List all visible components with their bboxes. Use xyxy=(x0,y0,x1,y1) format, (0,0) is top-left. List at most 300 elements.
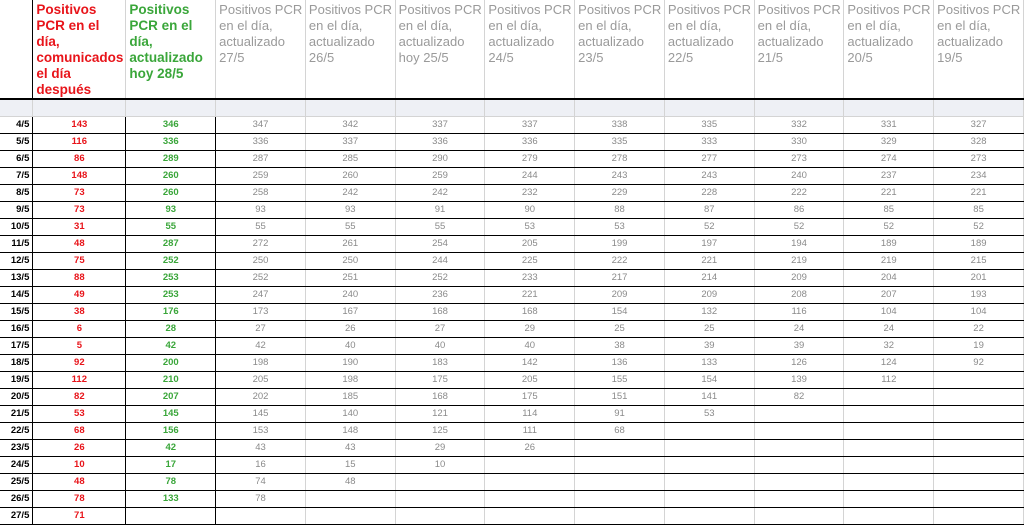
snapshot-value-cell[interactable] xyxy=(844,456,934,473)
snapshot-value-cell[interactable]: 68 xyxy=(575,422,665,439)
snapshot-value-cell[interactable]: 27 xyxy=(216,320,306,337)
snapshot-value-cell[interactable]: 183 xyxy=(395,354,485,371)
snapshot-value-cell[interactable]: 114 xyxy=(485,405,575,422)
date-cell[interactable]: 24/5 xyxy=(0,456,33,473)
communicated-value-cell[interactable]: 53 xyxy=(33,405,126,422)
snapshot-value-cell[interactable]: 205 xyxy=(485,235,575,252)
communicated-value-cell[interactable]: 86 xyxy=(33,150,126,167)
snapshot-value-cell[interactable]: 42 xyxy=(216,337,306,354)
snapshot-value-cell[interactable] xyxy=(575,473,665,490)
date-cell[interactable]: 7/5 xyxy=(0,167,33,184)
snapshot-value-cell[interactable]: 252 xyxy=(216,269,306,286)
snapshot-value-cell[interactable]: 338 xyxy=(575,116,665,133)
snapshot-value-cell[interactable] xyxy=(664,422,754,439)
date-cell[interactable]: 4/5 xyxy=(0,116,33,133)
snapshot-value-cell[interactable]: 52 xyxy=(664,218,754,235)
updated-today-value-cell[interactable]: 200 xyxy=(126,354,216,371)
snapshot-value-cell[interactable]: 259 xyxy=(216,167,306,184)
snapshot-value-cell[interactable]: 111 xyxy=(485,422,575,439)
snapshot-value-cell[interactable]: 53 xyxy=(664,405,754,422)
snapshot-value-cell[interactable]: 207 xyxy=(844,286,934,303)
snapshot-value-cell[interactable]: 142 xyxy=(485,354,575,371)
snapshot-value-cell[interactable]: 214 xyxy=(664,269,754,286)
snapshot-value-cell[interactable] xyxy=(305,507,395,524)
snapshot-value-cell[interactable]: 273 xyxy=(934,150,1024,167)
date-cell[interactable]: 20/5 xyxy=(0,388,33,405)
snapshot-value-cell[interactable]: 185 xyxy=(305,388,395,405)
updated-today-value-cell[interactable]: 133 xyxy=(126,490,216,507)
updated-today-value-cell[interactable]: 176 xyxy=(126,303,216,320)
snapshot-value-cell[interactable]: 168 xyxy=(395,388,485,405)
date-cell[interactable]: 14/5 xyxy=(0,286,33,303)
snapshot-value-cell[interactable]: 252 xyxy=(395,269,485,286)
snapshot-value-cell[interactable]: 259 xyxy=(395,167,485,184)
snapshot-value-cell[interactable]: 221 xyxy=(934,184,1024,201)
snapshot-value-cell[interactable]: 260 xyxy=(305,167,395,184)
date-cell[interactable]: 6/5 xyxy=(0,150,33,167)
snapshot-value-cell[interactable] xyxy=(305,490,395,507)
snapshot-value-cell[interactable]: 327 xyxy=(934,116,1024,133)
snapshot-value-cell[interactable]: 15 xyxy=(305,456,395,473)
date-cell[interactable]: 15/5 xyxy=(0,303,33,320)
snapshot-value-cell[interactable]: 219 xyxy=(844,252,934,269)
snapshot-value-cell[interactable]: 48 xyxy=(305,473,395,490)
snapshot-value-cell[interactable]: 274 xyxy=(844,150,934,167)
snapshot-value-cell[interactable]: 91 xyxy=(575,405,665,422)
snapshot-value-cell[interactable]: 277 xyxy=(664,150,754,167)
date-cell[interactable]: 5/5 xyxy=(0,133,33,150)
snapshot-value-cell[interactable]: 279 xyxy=(485,150,575,167)
snapshot-value-cell[interactable]: 240 xyxy=(754,167,844,184)
snapshot-value-cell[interactable] xyxy=(844,405,934,422)
snapshot-value-cell[interactable]: 82 xyxy=(754,388,844,405)
snapshot-value-cell[interactable]: 40 xyxy=(305,337,395,354)
snapshot-value-cell[interactable]: 335 xyxy=(575,133,665,150)
snapshot-value-cell[interactable]: 141 xyxy=(664,388,754,405)
snapshot-value-cell[interactable]: 168 xyxy=(485,303,575,320)
snapshot-value-cell[interactable] xyxy=(664,490,754,507)
snapshot-value-cell[interactable]: 287 xyxy=(216,150,306,167)
date-cell[interactable]: 17/5 xyxy=(0,337,33,354)
snapshot-value-cell[interactable]: 194 xyxy=(754,235,844,252)
snapshot-value-cell[interactable]: 29 xyxy=(395,439,485,456)
communicated-value-cell[interactable]: 75 xyxy=(33,252,126,269)
communicated-value-cell[interactable]: 78 xyxy=(33,490,126,507)
updated-today-value-cell[interactable]: 78 xyxy=(126,473,216,490)
snapshot-value-cell[interactable]: 126 xyxy=(754,354,844,371)
snapshot-value-cell[interactable]: 74 xyxy=(216,473,306,490)
snapshot-value-cell[interactable] xyxy=(216,507,306,524)
snapshot-value-cell[interactable]: 136 xyxy=(575,354,665,371)
snapshot-value-cell[interactable]: 254 xyxy=(395,235,485,252)
communicated-value-cell[interactable]: 143 xyxy=(33,116,126,133)
updated-today-value-cell[interactable] xyxy=(126,507,216,524)
communicated-value-cell[interactable]: 82 xyxy=(33,388,126,405)
header-updated-27-5[interactable]: Positivos PCR en el día, actualizado 27/5 xyxy=(216,0,306,99)
snapshot-value-cell[interactable]: 237 xyxy=(844,167,934,184)
updated-today-value-cell[interactable]: 17 xyxy=(126,456,216,473)
snapshot-value-cell[interactable] xyxy=(575,456,665,473)
snapshot-value-cell[interactable] xyxy=(485,473,575,490)
date-cell[interactable]: 8/5 xyxy=(0,184,33,201)
updated-today-value-cell[interactable]: 336 xyxy=(126,133,216,150)
snapshot-value-cell[interactable]: 258 xyxy=(216,184,306,201)
updated-today-value-cell[interactable]: 253 xyxy=(126,269,216,286)
snapshot-value-cell[interactable]: 273 xyxy=(754,150,844,167)
snapshot-value-cell[interactable]: 112 xyxy=(844,371,934,388)
snapshot-value-cell[interactable]: 154 xyxy=(664,371,754,388)
snapshot-value-cell[interactable]: 209 xyxy=(575,286,665,303)
updated-today-value-cell[interactable]: 260 xyxy=(126,167,216,184)
snapshot-value-cell[interactable]: 151 xyxy=(575,388,665,405)
snapshot-value-cell[interactable]: 337 xyxy=(485,116,575,133)
snapshot-value-cell[interactable] xyxy=(664,439,754,456)
updated-today-value-cell[interactable]: 55 xyxy=(126,218,216,235)
snapshot-value-cell[interactable]: 242 xyxy=(395,184,485,201)
snapshot-value-cell[interactable]: 272 xyxy=(216,235,306,252)
snapshot-value-cell[interactable]: 175 xyxy=(485,388,575,405)
snapshot-value-cell[interactable]: 168 xyxy=(395,303,485,320)
communicated-value-cell[interactable]: 88 xyxy=(33,269,126,286)
snapshot-value-cell[interactable]: 29 xyxy=(485,320,575,337)
snapshot-value-cell[interactable]: 39 xyxy=(754,337,844,354)
snapshot-value-cell[interactable]: 32 xyxy=(844,337,934,354)
snapshot-value-cell[interactable] xyxy=(754,405,844,422)
date-cell[interactable]: 12/5 xyxy=(0,252,33,269)
snapshot-value-cell[interactable]: 40 xyxy=(485,337,575,354)
header-updated-24-5[interactable]: Positivos PCR en el día, actualizado 24/5 xyxy=(485,0,575,99)
snapshot-value-cell[interactable] xyxy=(754,490,844,507)
snapshot-value-cell[interactable]: 342 xyxy=(305,116,395,133)
communicated-value-cell[interactable]: 71 xyxy=(33,507,126,524)
updated-today-value-cell[interactable]: 145 xyxy=(126,405,216,422)
snapshot-value-cell[interactable]: 193 xyxy=(934,286,1024,303)
date-cell[interactable]: 16/5 xyxy=(0,320,33,337)
snapshot-value-cell[interactable]: 16 xyxy=(216,456,306,473)
snapshot-value-cell[interactable]: 27 xyxy=(395,320,485,337)
snapshot-value-cell[interactable] xyxy=(664,507,754,524)
communicated-value-cell[interactable]: 38 xyxy=(33,303,126,320)
snapshot-value-cell[interactable]: 278 xyxy=(575,150,665,167)
header-updated-22-5[interactable]: Positivos PCR en el día, actualizado 22/5 xyxy=(664,0,754,99)
snapshot-value-cell[interactable] xyxy=(575,490,665,507)
snapshot-value-cell[interactable] xyxy=(844,473,934,490)
snapshot-value-cell[interactable] xyxy=(485,490,575,507)
snapshot-value-cell[interactable] xyxy=(844,439,934,456)
communicated-value-cell[interactable]: 112 xyxy=(33,371,126,388)
snapshot-value-cell[interactable]: 132 xyxy=(664,303,754,320)
snapshot-value-cell[interactable]: 175 xyxy=(395,371,485,388)
snapshot-value-cell[interactable]: 39 xyxy=(664,337,754,354)
snapshot-value-cell[interactable]: 336 xyxy=(485,133,575,150)
snapshot-value-cell[interactable]: 228 xyxy=(664,184,754,201)
updated-today-value-cell[interactable]: 42 xyxy=(126,439,216,456)
snapshot-value-cell[interactable]: 85 xyxy=(844,201,934,218)
snapshot-value-cell[interactable]: 43 xyxy=(216,439,306,456)
snapshot-value-cell[interactable]: 247 xyxy=(216,286,306,303)
snapshot-value-cell[interactable]: 25 xyxy=(575,320,665,337)
snapshot-value-cell[interactable]: 43 xyxy=(305,439,395,456)
snapshot-value-cell[interactable]: 85 xyxy=(934,201,1024,218)
snapshot-value-cell[interactable]: 222 xyxy=(575,252,665,269)
snapshot-value-cell[interactable]: 197 xyxy=(664,235,754,252)
snapshot-value-cell[interactable]: 243 xyxy=(664,167,754,184)
snapshot-value-cell[interactable]: 242 xyxy=(305,184,395,201)
date-cell[interactable]: 13/5 xyxy=(0,269,33,286)
date-cell[interactable]: 23/5 xyxy=(0,439,33,456)
updated-today-value-cell[interactable]: 287 xyxy=(126,235,216,252)
snapshot-value-cell[interactable]: 234 xyxy=(934,167,1024,184)
snapshot-value-cell[interactable]: 52 xyxy=(934,218,1024,235)
snapshot-value-cell[interactable]: 189 xyxy=(934,235,1024,252)
header-updated-19-5[interactable]: Positivos PCR en el día, actualizado 19/5 xyxy=(934,0,1024,99)
snapshot-value-cell[interactable]: 331 xyxy=(844,116,934,133)
snapshot-value-cell[interactable]: 290 xyxy=(395,150,485,167)
snapshot-value-cell[interactable]: 24 xyxy=(844,320,934,337)
snapshot-value-cell[interactable]: 205 xyxy=(485,371,575,388)
snapshot-value-cell[interactable] xyxy=(754,422,844,439)
snapshot-value-cell[interactable]: 330 xyxy=(754,133,844,150)
updated-today-value-cell[interactable]: 253 xyxy=(126,286,216,303)
snapshot-value-cell[interactable]: 328 xyxy=(934,133,1024,150)
date-cell[interactable]: 11/5 xyxy=(0,235,33,252)
snapshot-value-cell[interactable]: 53 xyxy=(575,218,665,235)
snapshot-value-cell[interactable]: 240 xyxy=(305,286,395,303)
snapshot-value-cell[interactable]: 190 xyxy=(305,354,395,371)
snapshot-value-cell[interactable]: 333 xyxy=(664,133,754,150)
snapshot-value-cell[interactable]: 336 xyxy=(216,133,306,150)
snapshot-value-cell[interactable]: 10 xyxy=(395,456,485,473)
snapshot-value-cell[interactable]: 86 xyxy=(754,201,844,218)
snapshot-value-cell[interactable] xyxy=(395,473,485,490)
date-cell[interactable]: 10/5 xyxy=(0,218,33,235)
date-cell[interactable]: 9/5 xyxy=(0,201,33,218)
communicated-value-cell[interactable]: 10 xyxy=(33,456,126,473)
snapshot-value-cell[interactable] xyxy=(664,473,754,490)
snapshot-value-cell[interactable]: 261 xyxy=(305,235,395,252)
snapshot-value-cell[interactable]: 285 xyxy=(305,150,395,167)
snapshot-value-cell[interactable]: 250 xyxy=(305,252,395,269)
snapshot-value-cell[interactable] xyxy=(485,507,575,524)
snapshot-value-cell[interactable] xyxy=(485,456,575,473)
snapshot-value-cell[interactable]: 167 xyxy=(305,303,395,320)
snapshot-value-cell[interactable]: 90 xyxy=(485,201,575,218)
snapshot-value-cell[interactable] xyxy=(934,439,1024,456)
updated-today-value-cell[interactable]: 289 xyxy=(126,150,216,167)
snapshot-value-cell[interactable] xyxy=(844,507,934,524)
snapshot-value-cell[interactable] xyxy=(754,473,844,490)
snapshot-value-cell[interactable]: 153 xyxy=(216,422,306,439)
communicated-value-cell[interactable]: 26 xyxy=(33,439,126,456)
snapshot-value-cell[interactable]: 87 xyxy=(664,201,754,218)
snapshot-value-cell[interactable]: 215 xyxy=(934,252,1024,269)
updated-today-value-cell[interactable]: 346 xyxy=(126,116,216,133)
snapshot-value-cell[interactable]: 221 xyxy=(844,184,934,201)
snapshot-value-cell[interactable]: 244 xyxy=(395,252,485,269)
snapshot-value-cell[interactable]: 332 xyxy=(754,116,844,133)
updated-today-value-cell[interactable]: 252 xyxy=(126,252,216,269)
snapshot-value-cell[interactable]: 19 xyxy=(934,337,1024,354)
snapshot-value-cell[interactable]: 125 xyxy=(395,422,485,439)
header-updated-23-5[interactable]: Positivos PCR en el día, actualizado 23/5 xyxy=(575,0,665,99)
snapshot-value-cell[interactable]: 104 xyxy=(844,303,934,320)
communicated-value-cell[interactable]: 31 xyxy=(33,218,126,235)
snapshot-value-cell[interactable] xyxy=(754,456,844,473)
date-cell[interactable]: 25/5 xyxy=(0,473,33,490)
snapshot-value-cell[interactable]: 121 xyxy=(395,405,485,422)
snapshot-value-cell[interactable]: 199 xyxy=(575,235,665,252)
snapshot-value-cell[interactable]: 337 xyxy=(305,133,395,150)
snapshot-value-cell[interactable] xyxy=(395,490,485,507)
snapshot-value-cell[interactable]: 154 xyxy=(575,303,665,320)
snapshot-value-cell[interactable]: 55 xyxy=(216,218,306,235)
snapshot-value-cell[interactable]: 145 xyxy=(216,405,306,422)
snapshot-value-cell[interactable]: 140 xyxy=(305,405,395,422)
communicated-value-cell[interactable]: 68 xyxy=(33,422,126,439)
snapshot-value-cell[interactable]: 336 xyxy=(395,133,485,150)
snapshot-value-cell[interactable] xyxy=(575,439,665,456)
snapshot-value-cell[interactable]: 219 xyxy=(754,252,844,269)
date-cell[interactable]: 22/5 xyxy=(0,422,33,439)
snapshot-value-cell[interactable] xyxy=(934,507,1024,524)
snapshot-value-cell[interactable]: 104 xyxy=(934,303,1024,320)
snapshot-value-cell[interactable]: 236 xyxy=(395,286,485,303)
snapshot-value-cell[interactable]: 148 xyxy=(305,422,395,439)
snapshot-value-cell[interactable]: 205 xyxy=(216,371,306,388)
header-updated-20-5[interactable]: Positivos PCR en el día, actualizado 20/5 xyxy=(844,0,934,99)
snapshot-value-cell[interactable]: 201 xyxy=(934,269,1024,286)
snapshot-value-cell[interactable]: 116 xyxy=(754,303,844,320)
date-cell[interactable]: 18/5 xyxy=(0,354,33,371)
snapshot-value-cell[interactable]: 52 xyxy=(754,218,844,235)
communicated-value-cell[interactable]: 6 xyxy=(33,320,126,337)
snapshot-value-cell[interactable] xyxy=(934,388,1024,405)
header-corner-cell[interactable] xyxy=(0,0,33,99)
updated-today-value-cell[interactable]: 156 xyxy=(126,422,216,439)
snapshot-value-cell[interactable]: 209 xyxy=(664,286,754,303)
snapshot-value-cell[interactable]: 202 xyxy=(216,388,306,405)
snapshot-value-cell[interactable]: 55 xyxy=(395,218,485,235)
snapshot-value-cell[interactable]: 55 xyxy=(305,218,395,235)
snapshot-value-cell[interactable]: 198 xyxy=(216,354,306,371)
snapshot-value-cell[interactable]: 335 xyxy=(664,116,754,133)
communicated-value-cell[interactable]: 48 xyxy=(33,473,126,490)
snapshot-value-cell[interactable] xyxy=(934,473,1024,490)
updated-today-value-cell[interactable]: 28 xyxy=(126,320,216,337)
header-updated-21-5[interactable]: Positivos PCR en el día, actualizado 21/5 xyxy=(754,0,844,99)
snapshot-value-cell[interactable]: 243 xyxy=(575,167,665,184)
snapshot-value-cell[interactable]: 204 xyxy=(844,269,934,286)
header-updated-28-5[interactable]: Positivos PCR en el día, actualizado hoy 28/5 xyxy=(126,0,216,99)
snapshot-value-cell[interactable] xyxy=(844,422,934,439)
snapshot-value-cell[interactable]: 347 xyxy=(216,116,306,133)
snapshot-value-cell[interactable] xyxy=(395,507,485,524)
snapshot-value-cell[interactable]: 329 xyxy=(844,133,934,150)
communicated-value-cell[interactable]: 116 xyxy=(33,133,126,150)
snapshot-value-cell[interactable]: 233 xyxy=(485,269,575,286)
communicated-value-cell[interactable]: 48 xyxy=(33,235,126,252)
updated-today-value-cell[interactable]: 207 xyxy=(126,388,216,405)
snapshot-value-cell[interactable] xyxy=(934,422,1024,439)
snapshot-value-cell[interactable]: 26 xyxy=(485,439,575,456)
snapshot-value-cell[interactable]: 244 xyxy=(485,167,575,184)
header-communicated-next-day[interactable]: Positivos PCR en el día, comunicados el día después xyxy=(33,0,126,99)
snapshot-value-cell[interactable]: 189 xyxy=(844,235,934,252)
snapshot-value-cell[interactable]: 221 xyxy=(664,252,754,269)
snapshot-value-cell[interactable]: 24 xyxy=(754,320,844,337)
snapshot-value-cell[interactable] xyxy=(934,490,1024,507)
snapshot-value-cell[interactable] xyxy=(934,405,1024,422)
snapshot-value-cell[interactable]: 92 xyxy=(934,354,1024,371)
date-cell[interactable]: 19/5 xyxy=(0,371,33,388)
snapshot-value-cell[interactable]: 232 xyxy=(485,184,575,201)
updated-today-value-cell[interactable]: 210 xyxy=(126,371,216,388)
snapshot-value-cell[interactable]: 337 xyxy=(395,116,485,133)
snapshot-value-cell[interactable]: 221 xyxy=(485,286,575,303)
snapshot-value-cell[interactable]: 88 xyxy=(575,201,665,218)
snapshot-value-cell[interactable]: 93 xyxy=(305,201,395,218)
header-updated-26-5[interactable]: Positivos PCR en el día, actualizado 26/5 xyxy=(305,0,395,99)
snapshot-value-cell[interactable]: 225 xyxy=(485,252,575,269)
updated-today-value-cell[interactable]: 42 xyxy=(126,337,216,354)
snapshot-value-cell[interactable]: 222 xyxy=(754,184,844,201)
snapshot-value-cell[interactable] xyxy=(934,456,1024,473)
updated-today-value-cell[interactable]: 260 xyxy=(126,184,216,201)
communicated-value-cell[interactable]: 148 xyxy=(33,167,126,184)
communicated-value-cell[interactable]: 73 xyxy=(33,184,126,201)
header-updated-25-5[interactable]: Positivos PCR en el día, actualizado hoy 25/5 xyxy=(395,0,485,99)
snapshot-value-cell[interactable] xyxy=(664,456,754,473)
snapshot-value-cell[interactable]: 217 xyxy=(575,269,665,286)
snapshot-value-cell[interactable]: 93 xyxy=(216,201,306,218)
snapshot-value-cell[interactable]: 251 xyxy=(305,269,395,286)
communicated-value-cell[interactable]: 5 xyxy=(33,337,126,354)
snapshot-value-cell[interactable] xyxy=(844,490,934,507)
snapshot-value-cell[interactable]: 91 xyxy=(395,201,485,218)
snapshot-value-cell[interactable] xyxy=(754,439,844,456)
snapshot-value-cell[interactable]: 198 xyxy=(305,371,395,388)
snapshot-value-cell[interactable]: 250 xyxy=(216,252,306,269)
date-cell[interactable]: 27/5 xyxy=(0,507,33,524)
snapshot-value-cell[interactable]: 78 xyxy=(216,490,306,507)
snapshot-value-cell[interactable]: 229 xyxy=(575,184,665,201)
snapshot-value-cell[interactable] xyxy=(754,507,844,524)
snapshot-value-cell[interactable]: 38 xyxy=(575,337,665,354)
snapshot-value-cell[interactable]: 52 xyxy=(844,218,934,235)
snapshot-value-cell[interactable]: 173 xyxy=(216,303,306,320)
snapshot-value-cell[interactable] xyxy=(934,371,1024,388)
snapshot-value-cell[interactable]: 53 xyxy=(485,218,575,235)
date-cell[interactable]: 26/5 xyxy=(0,490,33,507)
snapshot-value-cell[interactable]: 209 xyxy=(754,269,844,286)
date-cell[interactable]: 21/5 xyxy=(0,405,33,422)
updated-today-value-cell[interactable]: 93 xyxy=(126,201,216,218)
snapshot-value-cell[interactable]: 133 xyxy=(664,354,754,371)
snapshot-value-cell[interactable]: 155 xyxy=(575,371,665,388)
snapshot-value-cell[interactable]: 25 xyxy=(664,320,754,337)
snapshot-value-cell[interactable]: 139 xyxy=(754,371,844,388)
snapshot-value-cell[interactable]: 124 xyxy=(844,354,934,371)
snapshot-value-cell[interactable] xyxy=(844,388,934,405)
snapshot-value-cell[interactable]: 40 xyxy=(395,337,485,354)
snapshot-value-cell[interactable] xyxy=(575,507,665,524)
communicated-value-cell[interactable]: 73 xyxy=(33,201,126,218)
communicated-value-cell[interactable]: 92 xyxy=(33,354,126,371)
snapshot-value-cell[interactable]: 208 xyxy=(754,286,844,303)
snapshot-value-cell[interactable]: 22 xyxy=(934,320,1024,337)
snapshot-value-cell[interactable]: 26 xyxy=(305,320,395,337)
communicated-value-cell[interactable]: 49 xyxy=(33,286,126,303)
